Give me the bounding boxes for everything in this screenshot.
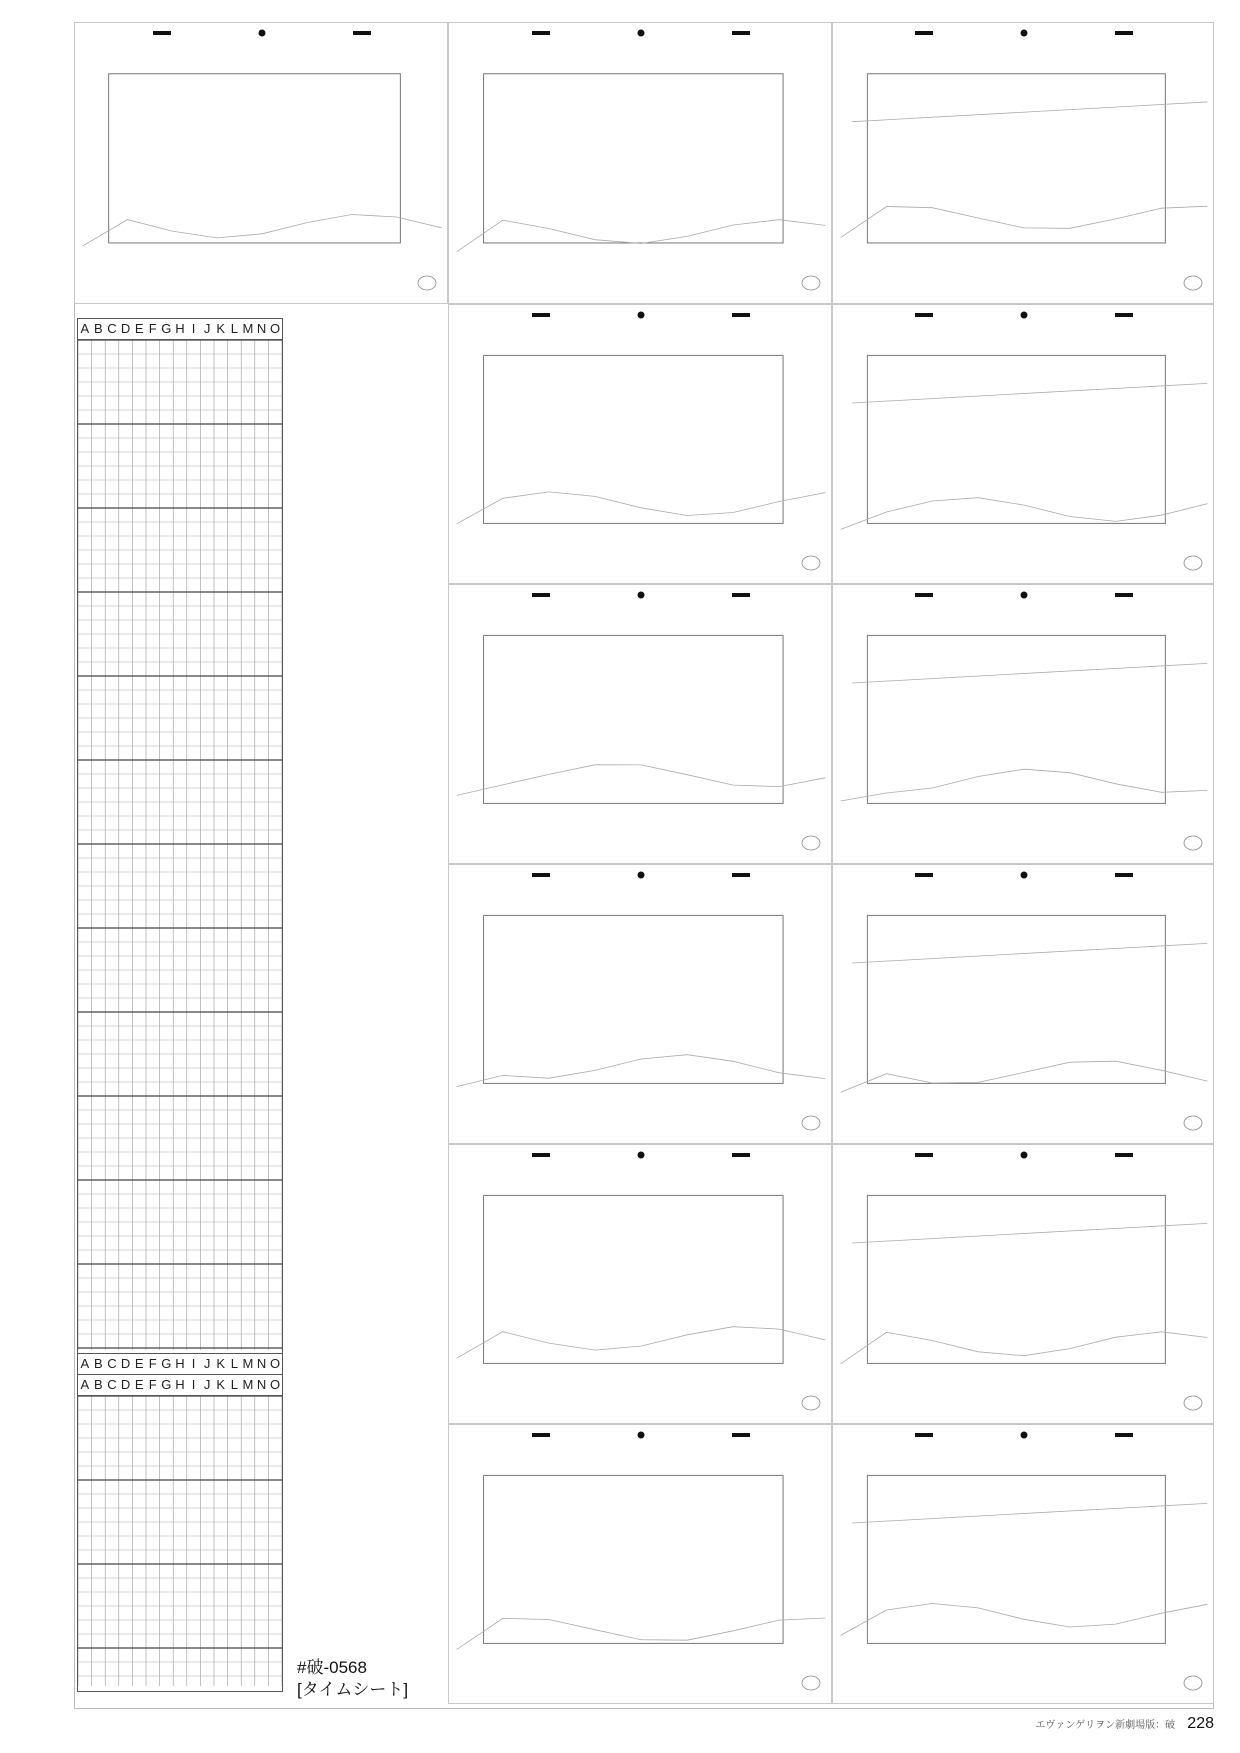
- sketch-line: [852, 1503, 1207, 1523]
- peg-hole: [1021, 312, 1028, 319]
- peg-slot: [915, 1153, 933, 1157]
- sketch-line: [457, 765, 826, 796]
- sketch-line: [852, 1223, 1207, 1243]
- peg-hole: [1021, 592, 1028, 599]
- column-header: I: [191, 321, 196, 336]
- column-header: K: [216, 1377, 226, 1392]
- cell-marker: [1184, 556, 1202, 570]
- layout-frame-cell: [448, 584, 832, 864]
- timesheet-upper: [77, 318, 283, 1356]
- column-header: D: [120, 1356, 131, 1371]
- frame-sketch: [449, 23, 833, 305]
- peg-slot: [532, 313, 550, 317]
- column-header: N: [256, 321, 267, 336]
- cut-label: [タイムシート]: [297, 1680, 409, 1699]
- timesheet-header: [78, 1375, 282, 1396]
- column-header: H: [175, 1377, 185, 1392]
- peg-slot: [532, 593, 550, 597]
- column-header: D: [120, 321, 131, 336]
- cell-marker: [1184, 1676, 1202, 1690]
- peg-hole: [638, 30, 645, 37]
- column-header: L: [230, 321, 238, 336]
- column-header: B: [94, 321, 103, 336]
- peg-slot: [1115, 593, 1133, 597]
- peg-slot: [732, 873, 750, 877]
- sketch-line: [457, 220, 826, 252]
- layout-frame-cell: [832, 584, 1214, 864]
- peg-hole: [259, 30, 266, 37]
- sketch-line: [841, 206, 1208, 237]
- sketch-line: [82, 215, 441, 247]
- frame-sketch: [449, 585, 833, 865]
- sketch-line: [852, 943, 1207, 963]
- layout-frame-cell: [448, 22, 832, 304]
- cut-caption: [297, 1657, 408, 1701]
- peg-slot: [532, 873, 550, 877]
- column-header: N: [256, 1356, 267, 1371]
- column-header: J: [203, 321, 211, 336]
- peg-hole: [1021, 30, 1028, 37]
- frame-sketch: [75, 23, 449, 305]
- camera-frame: [484, 635, 784, 803]
- column-header: O: [270, 1356, 281, 1371]
- sketch-line: [852, 102, 1207, 122]
- column-header: J: [203, 1356, 211, 1371]
- peg-hole: [638, 312, 645, 319]
- layout-frame-cell: [832, 1144, 1214, 1424]
- column-header: K: [216, 321, 226, 336]
- column-header: E: [134, 1356, 144, 1371]
- column-header: N: [256, 1377, 267, 1392]
- frame-sketch: [833, 305, 1215, 585]
- camera-frame: [484, 355, 784, 523]
- column-header: O: [270, 321, 281, 336]
- peg-slot: [732, 313, 750, 317]
- sketch-line: [457, 1327, 826, 1359]
- cut-number: #破-0568: [297, 1658, 367, 1677]
- frame-sketch: [449, 305, 833, 585]
- peg-slot: [532, 31, 550, 35]
- layout-frame-cell: [448, 864, 832, 1144]
- cell-marker: [1184, 836, 1202, 850]
- column-header: K: [216, 1356, 226, 1371]
- frame-sketch: [833, 23, 1215, 305]
- peg-slot: [732, 1433, 750, 1437]
- layout-frame-cell: [832, 1424, 1214, 1704]
- timesheet-grid: [78, 340, 282, 1355]
- column-header: M: [242, 1377, 254, 1392]
- layout-frame-cell: [832, 304, 1214, 584]
- column-header: G: [161, 321, 172, 336]
- sketch-line: [852, 663, 1207, 683]
- sketch-line: [841, 498, 1208, 530]
- page-number: 228: [1187, 1715, 1214, 1732]
- frame-sketch: [833, 865, 1215, 1145]
- peg-slot: [915, 593, 933, 597]
- peg-hole: [1021, 1432, 1028, 1439]
- column-header: C: [107, 1356, 117, 1371]
- peg-slot: [1115, 313, 1133, 317]
- sketch-line: [841, 1061, 1208, 1092]
- column-header: H: [175, 1356, 185, 1371]
- book-credit: エヴァンゲリヲン新劇場版：破: [1035, 1720, 1176, 1731]
- peg-slot: [732, 1153, 750, 1157]
- column-header: A: [80, 1377, 90, 1392]
- camera-frame: [484, 1475, 784, 1643]
- column-header: G: [161, 1377, 172, 1392]
- frame-sketch: [449, 1145, 833, 1425]
- sketch-line: [841, 1604, 1208, 1636]
- peg-slot: [915, 31, 933, 35]
- column-header: O: [270, 1377, 281, 1392]
- camera-frame: [867, 355, 1165, 523]
- column-header: F: [148, 1377, 157, 1392]
- sketch-line: [852, 383, 1207, 403]
- peg-slot: [1115, 1433, 1133, 1437]
- column-header: B: [94, 1377, 103, 1392]
- cell-marker: [802, 1676, 820, 1690]
- column-header: M: [242, 1356, 254, 1371]
- cell-marker: [802, 1116, 820, 1130]
- camera-frame: [867, 1195, 1165, 1363]
- column-header: E: [134, 321, 144, 336]
- peg-hole: [1021, 1152, 1028, 1159]
- peg-hole: [638, 1152, 645, 1159]
- sketch-line: [841, 769, 1208, 801]
- cell-marker: [802, 556, 820, 570]
- timesheet-header: [78, 319, 282, 340]
- column-header: B: [94, 1356, 103, 1371]
- camera-frame: [867, 1475, 1165, 1643]
- column-header: L: [230, 1377, 238, 1392]
- layout-frame-cell: [448, 304, 832, 584]
- timesheet-lower: [77, 1353, 283, 1692]
- peg-slot: [915, 1433, 933, 1437]
- frame-sketch: [449, 1425, 833, 1705]
- layout-frame-cell: [74, 22, 448, 304]
- column-header: F: [148, 321, 157, 336]
- cell-marker: [418, 276, 436, 290]
- column-header: I: [191, 1377, 196, 1392]
- column-header: A: [80, 1356, 90, 1371]
- column-header: E: [134, 1377, 144, 1392]
- camera-frame: [109, 74, 401, 243]
- layout-frame-cell: [448, 1424, 832, 1704]
- camera-frame: [867, 915, 1165, 1083]
- peg-slot: [732, 31, 750, 35]
- column-header: I: [191, 1356, 196, 1371]
- peg-slot: [1115, 31, 1133, 35]
- sketch-line: [841, 1332, 1208, 1364]
- cell-marker: [802, 836, 820, 850]
- peg-slot: [915, 873, 933, 877]
- peg-slot: [915, 313, 933, 317]
- peg-hole: [638, 1432, 645, 1439]
- sketch-line: [457, 492, 826, 524]
- cell-marker: [1184, 276, 1202, 290]
- camera-frame: [484, 915, 784, 1083]
- column-header: C: [107, 321, 117, 336]
- peg-hole: [1021, 872, 1028, 879]
- layout-frame-cell: [448, 1144, 832, 1424]
- peg-slot: [353, 31, 371, 35]
- peg-slot: [732, 593, 750, 597]
- peg-slot: [532, 1433, 550, 1437]
- column-header: F: [148, 1356, 157, 1371]
- cell-marker: [802, 1396, 820, 1410]
- sketch-line: [457, 1618, 826, 1649]
- camera-frame: [484, 74, 784, 243]
- timesheet-header: [78, 1354, 282, 1375]
- column-header: M: [242, 321, 254, 336]
- page-footer: [1035, 1715, 1214, 1733]
- layout-frame-cell: [832, 22, 1214, 304]
- peg-slot: [532, 1153, 550, 1157]
- layout-frame-cell: [832, 864, 1214, 1144]
- column-header: G: [161, 1356, 172, 1371]
- timesheet-grid: [78, 1396, 282, 1691]
- frame-sketch: [833, 1145, 1215, 1425]
- peg-slot: [1115, 873, 1133, 877]
- peg-slot: [153, 31, 171, 35]
- column-header: L: [230, 1356, 238, 1371]
- frame-sketch: [833, 1425, 1215, 1705]
- column-header: C: [107, 1377, 117, 1392]
- cell-marker: [802, 276, 820, 290]
- column-header: H: [175, 321, 185, 336]
- peg-hole: [638, 872, 645, 879]
- sketch-line: [457, 1055, 826, 1087]
- column-header: J: [203, 1377, 211, 1392]
- column-header: D: [120, 1377, 131, 1392]
- camera-frame: [867, 635, 1165, 803]
- frame-sketch: [833, 585, 1215, 865]
- cell-marker: [1184, 1116, 1202, 1130]
- peg-slot: [1115, 1153, 1133, 1157]
- frame-sketch: [449, 865, 833, 1145]
- column-header: A: [80, 321, 90, 336]
- cell-marker: [1184, 1396, 1202, 1410]
- peg-hole: [638, 592, 645, 599]
